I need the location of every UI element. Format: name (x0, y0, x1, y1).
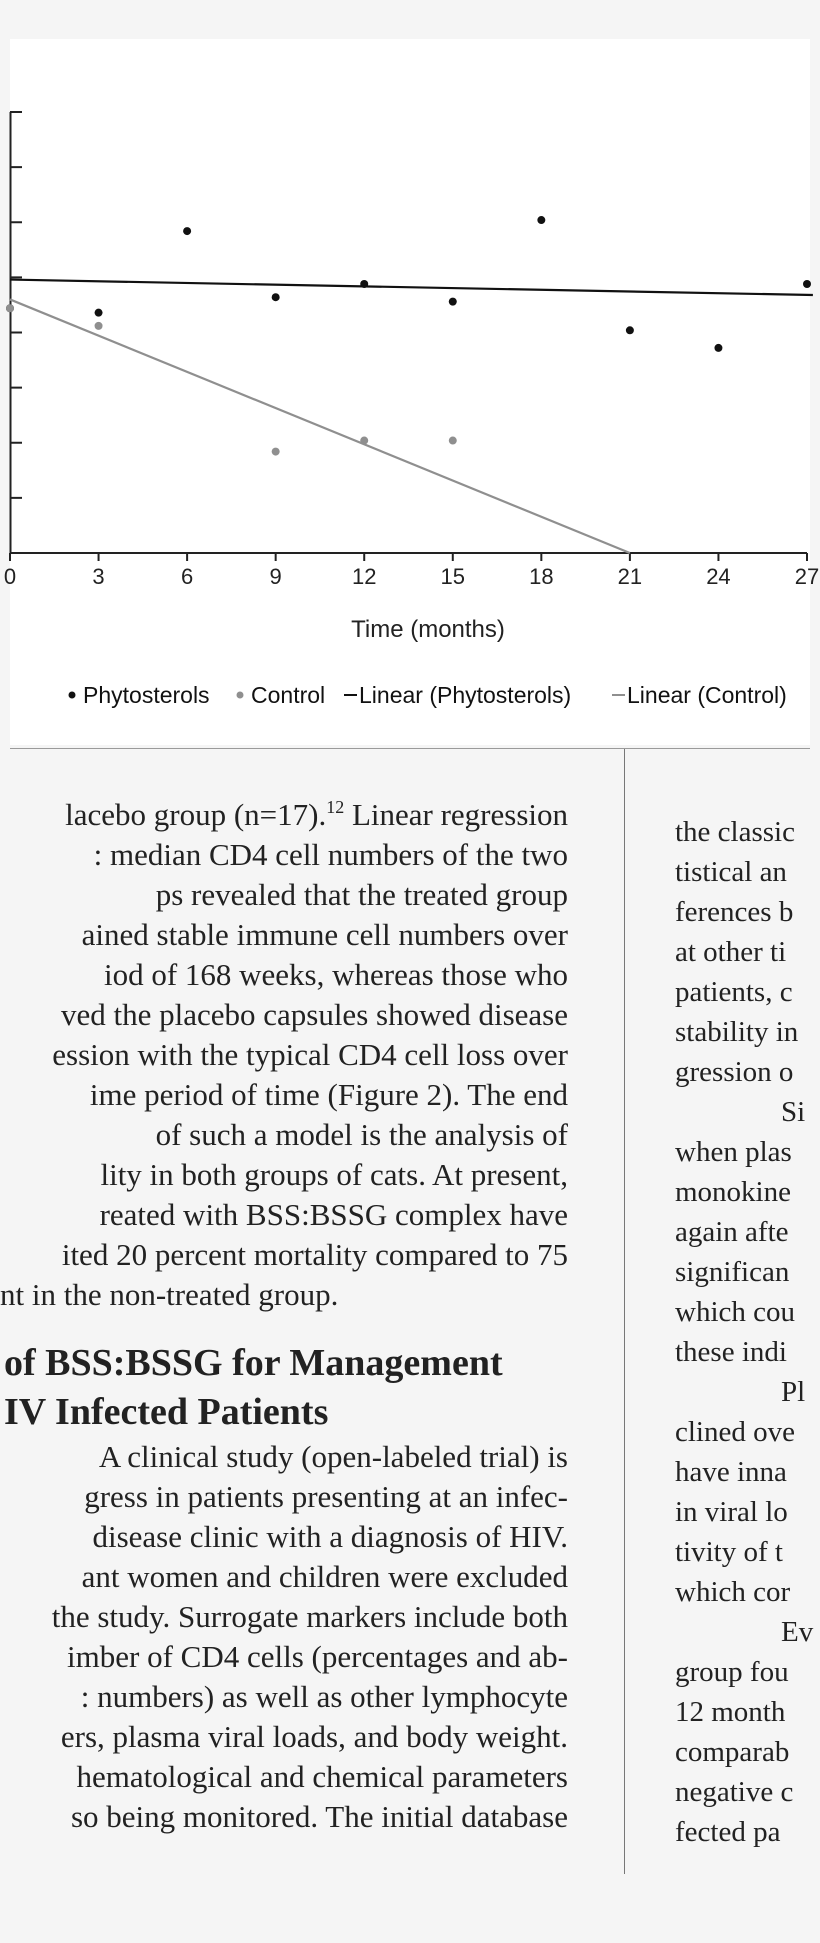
legend-marker (237, 692, 244, 699)
text-line: Ev (781, 1616, 814, 1648)
data-point-phytosterols (714, 344, 722, 352)
data-point-control (449, 437, 457, 445)
text-line: ime period of time (Figure 2). The end (89, 1077, 568, 1112)
text-line: comparab (675, 1736, 790, 1768)
text-line: monokine (675, 1176, 791, 1208)
text-line: gress in patients presenting at an infec- (84, 1479, 568, 1514)
text-line: fected pa (675, 1816, 781, 1848)
x-tick-label: 21 (617, 564, 643, 589)
text-line: : median CD4 cell numbers of the two (93, 837, 568, 872)
text-line: stability in (675, 1016, 799, 1048)
column-divider (624, 749, 625, 1874)
text-line: clined ove (675, 1416, 795, 1448)
text-line: iod of 168 weeks, whereas those who (103, 957, 568, 992)
text-line: so being monitored. The initial database (70, 1799, 568, 1834)
figure-divider (10, 748, 810, 749)
legend-label: Phytosterols (83, 682, 210, 708)
text-line: which cor (675, 1576, 791, 1608)
x-axis-title: Time (months) (351, 616, 505, 643)
text-line: 12 month (675, 1696, 786, 1728)
text-line: the study. Surrogate markers include both (51, 1599, 568, 1634)
data-point-phytosterols (95, 309, 103, 317)
text-line: ant women and children were excluded (81, 1559, 568, 1594)
text-line: imber of CD4 cells (percentages and ab- (67, 1639, 568, 1674)
text-line: again afte (675, 1216, 789, 1248)
text-line: ers, plasma viral loads, and body weight. (60, 1719, 568, 1754)
scatter-chart (3, 39, 820, 745)
data-point-phytosterols (272, 293, 280, 301)
paragraph-regression (0, 795, 568, 1315)
paragraph-clinical-study (0, 1437, 568, 1837)
x-tick-label: 6 (180, 564, 194, 589)
x-tick-label: 9 (269, 564, 282, 589)
legend-label: Linear (Phytosterols) (359, 682, 572, 708)
text-line: which cou (675, 1296, 795, 1328)
x-tick-label: 18 (529, 564, 554, 589)
text-line: tistical an (675, 856, 787, 888)
right-text-column (675, 812, 820, 1892)
text-line: at other ti (675, 936, 787, 968)
text-line: significan (675, 1256, 790, 1288)
data-point-phytosterols (537, 216, 545, 224)
text-line: : numbers) as well as other lymphocyte (80, 1679, 568, 1714)
text-line: ited 20 percent mortality compared to 75 (61, 1237, 568, 1272)
data-point-phytosterols (183, 227, 191, 235)
x-tick-label: 27 (794, 564, 820, 589)
data-point-phytosterols (626, 326, 634, 334)
legend-marker (69, 692, 76, 699)
text-line: in viral lo (675, 1496, 788, 1528)
data-point-phytosterols (449, 298, 457, 306)
text-line: group fou (675, 1656, 789, 1688)
text-line: ained stable immune cell numbers over (81, 917, 568, 952)
text-line: ps revealed that the treated group (155, 877, 568, 912)
x-tick-label: 15 (440, 564, 466, 589)
text-line: Pl (781, 1376, 806, 1408)
text-line: lity in both groups of cats. At present, (100, 1157, 568, 1192)
text-line: reated with BSS:BSSG complex have (99, 1197, 568, 1232)
figure-chart (3, 39, 820, 745)
text-line: tivity of t (675, 1536, 783, 1568)
text-line: disease clinic with a diagnosis of HIV. (92, 1519, 568, 1554)
text-line: gression o (675, 1056, 794, 1088)
heading-line: IV Infected Patients (4, 1391, 329, 1433)
text-line: A clinical study (open-labeled trial) is (98, 1439, 568, 1474)
text-line: these indi (675, 1336, 787, 1368)
text-line: lacebo group (n=17).$^{12}$ Linear regression (65, 797, 568, 832)
text-line: patients, c (675, 976, 793, 1008)
text-line: when plas (675, 1136, 792, 1168)
text-line: nt in the non-treated group. (0, 1277, 339, 1312)
text-line: ved the placebo capsules showed disease (60, 997, 568, 1032)
x-tick-label: 12 (351, 564, 377, 589)
legend-label: Linear (Control) (627, 682, 787, 708)
text-line: have inna (675, 1456, 787, 1488)
citation-superscript: 12 (326, 797, 345, 817)
data-point-control (95, 322, 103, 330)
section-heading (0, 1339, 568, 1437)
text-line: Si (781, 1096, 806, 1128)
legend-label: Control (251, 682, 326, 708)
x-tick-label: 24 (706, 564, 731, 589)
data-point-control (272, 448, 280, 456)
trendline-linear-phytosterols (10, 280, 813, 295)
text-line: negative c (675, 1776, 794, 1808)
text-line: of such a model is the analysis of (155, 1117, 568, 1152)
left-text-column (0, 795, 568, 1875)
x-tick-label: 0 (3, 564, 17, 589)
trendline-linear-control (10, 299, 630, 553)
data-point-phytosterols (803, 280, 811, 288)
text-line: ferences b (675, 896, 794, 928)
text-line: hematological and chemical parameters (76, 1759, 568, 1794)
text-line: the classic (675, 816, 795, 848)
data-point-control (6, 304, 14, 312)
text-line: ession with the typical CD4 cell loss over (52, 1037, 568, 1072)
heading-line: of BSS:BSSG for Management (4, 1342, 503, 1384)
x-tick-label: 3 (92, 564, 105, 589)
